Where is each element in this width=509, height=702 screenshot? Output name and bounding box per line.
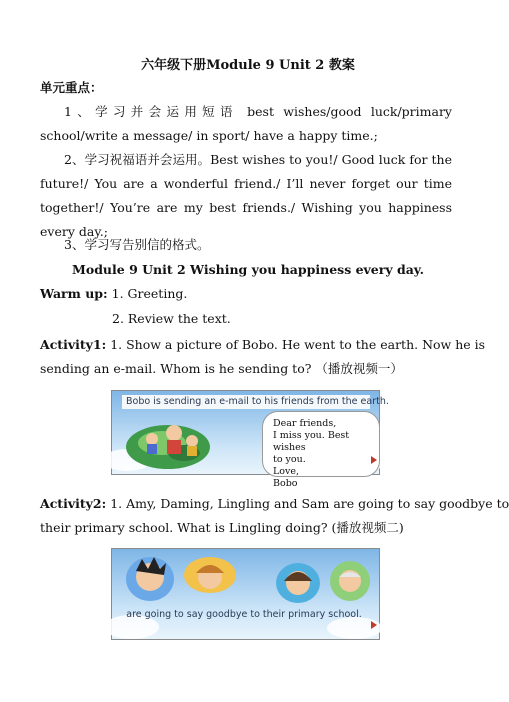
lesson-subtitle: Module 9 Unit 2 Wishing you happiness every day. (72, 262, 424, 277)
warmup-item-1: 1. Greeting. (111, 286, 188, 301)
activity1-text: 1. Show a picture of Bobo. He went to the earth. Now he is (110, 337, 486, 352)
nav-arrow-icon (371, 456, 377, 464)
focus-item-1: 1、学习并会运用短语 best wishes/good luck/primary school/write a message/ in sport/ have a happy time.; (40, 104, 452, 143)
warmup-label: Warm up: (40, 286, 108, 301)
bubble-line: Bobo (273, 478, 298, 489)
slide-bobo-image (111, 390, 389, 489)
warmup-item-2: 2. Review the text. (112, 311, 231, 326)
bubble-line: Dear friends, (273, 418, 337, 429)
activity1-row (40, 337, 485, 353)
activity1-label: Activity1: (40, 337, 107, 352)
slide-goodbye-image (111, 548, 380, 640)
activity2-text: 1. Amy, Daming, Lingling and Sam are going to say goodbye to (110, 496, 509, 511)
nav-arrow-icon (371, 621, 377, 629)
focus-item-2: 2、学习祝福语并会运用。Best wishes to you!/ Good luck for the future!/ You are a wonderful friend./ I’ll never forget our time together!/ You’re are my best friends./ Wishing you happiness every day.; (40, 152, 452, 239)
earth-illustration (122, 413, 222, 471)
bubble-line: Love, (273, 466, 300, 477)
activity1-text-2: sending an e-mail. Whom is he sending to? （播放视频一） (40, 361, 403, 376)
warmup-row (40, 286, 187, 302)
slide2-caption: are going to say goodbye to their primary school. (126, 609, 362, 620)
bubble-line: I miss you. Best wishes (273, 430, 350, 453)
page-title: 六年级下册Module 9 Unit 2 教案 (141, 58, 355, 73)
focus-heading: 单元重点： (40, 80, 103, 95)
characters-illustration (120, 553, 370, 605)
bubble-line: to you. (273, 454, 306, 465)
activity2-row (40, 496, 509, 512)
focus-item-3: 3、学习写告别信的格式。 (64, 237, 210, 252)
slide1-banner: Bobo is sending an e-mail to his friends from the earth. (122, 395, 370, 409)
activity2-text-2: their primary school. What is Lingling doing? (播放视频二) (40, 520, 404, 535)
activity2-label: Activity2: (40, 496, 107, 511)
email-bubble (262, 411, 380, 489)
